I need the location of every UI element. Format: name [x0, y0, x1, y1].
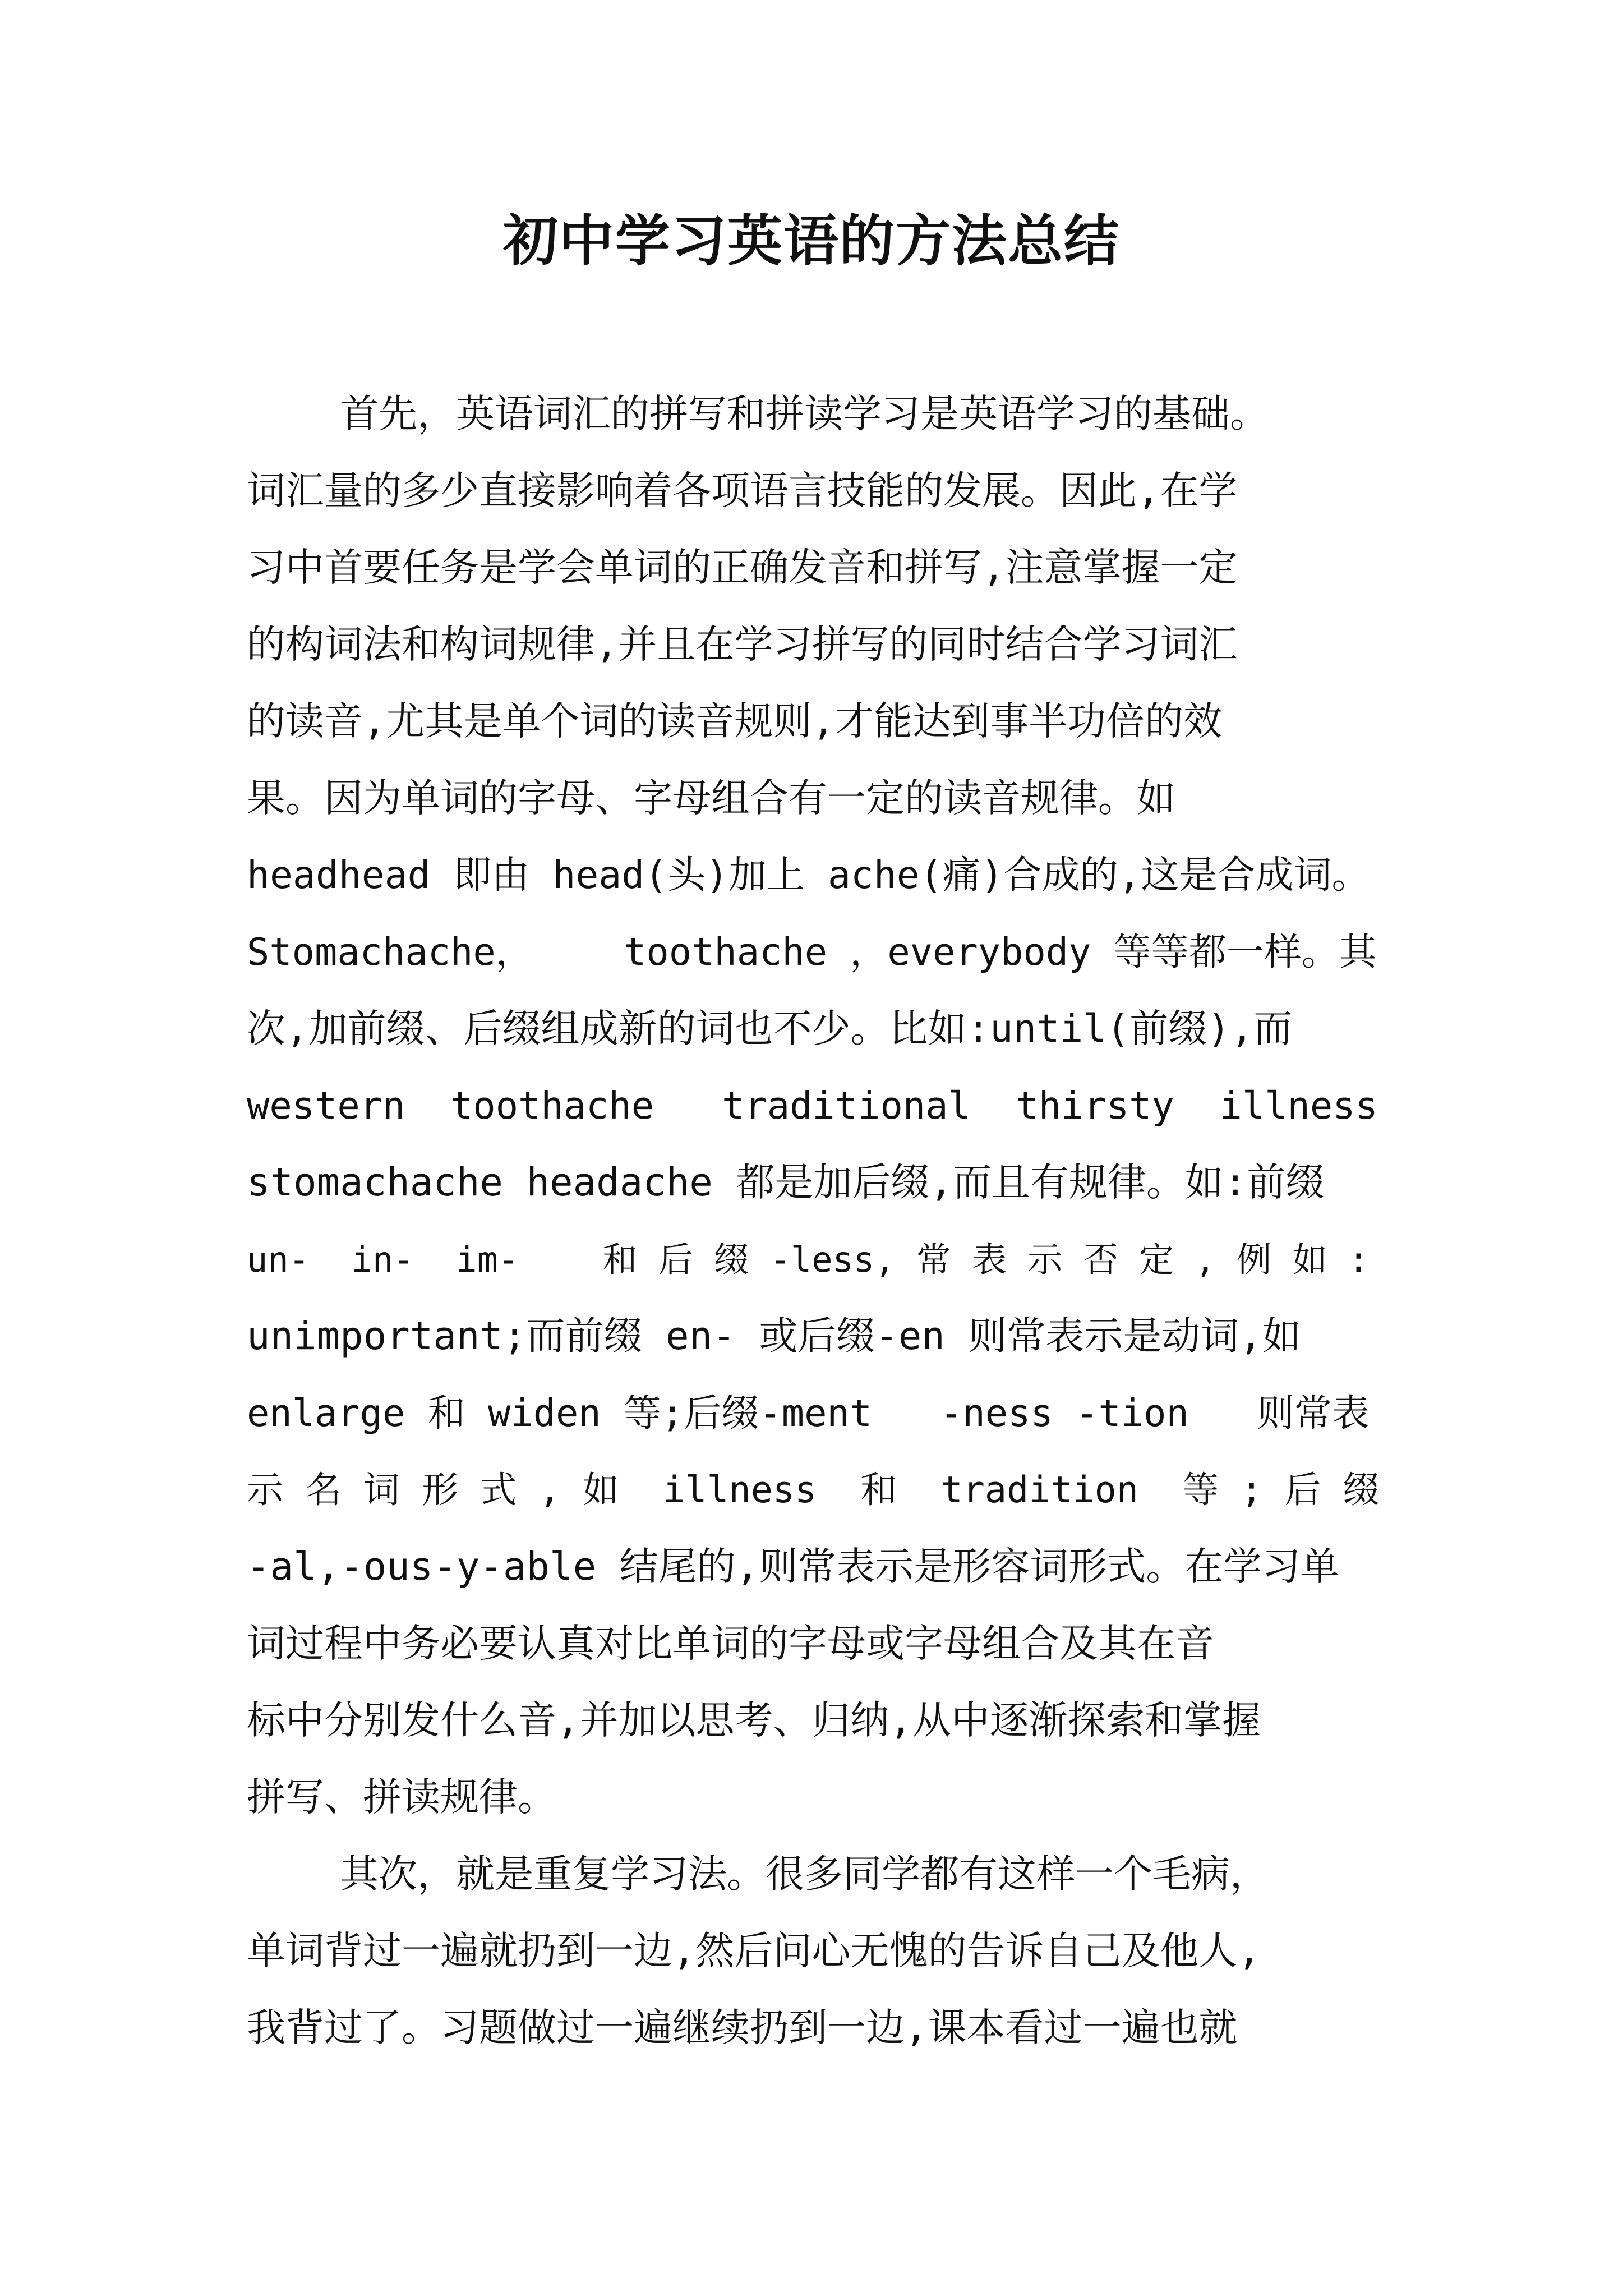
- text-line: headhead 即由 head(头)加上 ache(痛)合成的,这是合成词。: [247, 853, 1370, 898]
- paragraph-1: [247, 376, 1380, 1836]
- text-line: 果。因为单词的字母、字母组合有一定的读音规律。如: [247, 776, 1175, 821]
- text-line: 习中首要任务是学会单词的正确发音和拼写,注意掌握一定: [247, 545, 1238, 590]
- text-line: -al,-ous-y-able 结尾的,则常表示是形容词形式。在学习单: [247, 1544, 1340, 1589]
- text-line: enlarge 和 widen 等;后缀-ment -ness -tion 则常表: [247, 1391, 1370, 1435]
- text-line: Stomachache， toothache ，everybody 等等都一样。其: [247, 930, 1377, 974]
- text-line: 词汇量的多少直接影响着各项语言技能的发展。因此,在学: [247, 468, 1238, 513]
- paragraph-2: [247, 1836, 1380, 2067]
- text-line: 首先，英语词汇的拼写和拼读学习是英语学习的基础。: [340, 392, 1269, 436]
- text-line: 次,加前缀、后缀组成新的词也不少。比如:until(前缀),而: [247, 1006, 1293, 1051]
- text-line: unimportant;而前缀 en- 或后缀-en 则常表示是动词,如: [247, 1314, 1301, 1359]
- document-body: [247, 376, 1380, 2067]
- text-line: 我背过了。习题做过一遍继续扔到一边,课本看过一遍也就: [247, 2005, 1238, 2050]
- text-line: stomachache headache 都是加后缀,而且有规律。如:前缀: [247, 1160, 1325, 1205]
- text-line: un- in- im- 和 后 缀 -less, 常 表 示 否 定 , 例 如 :: [247, 1239, 1370, 1280]
- text-line: 标中分别发什么音,并加以思考、归纳,从中逐渐探索和掌握: [247, 1698, 1261, 1743]
- text-line: 词过程中务必要认真对比单词的字母或字母组合及其在音: [247, 1621, 1214, 1666]
- text-line: 的读音,尤其是单个词的读音规则,才能达到事半功倍的效: [247, 699, 1223, 744]
- text-line: 示 名 词 形 式 , 如 illness 和 tradition 等 ; 后 缀: [247, 1469, 1380, 1511]
- text-line: 的构词法和构词规律,并且在学习拼写的同时结合学习词汇: [247, 622, 1238, 667]
- text-line: western toothache traditional thirsty illness: [247, 1084, 1378, 1128]
- text-line: 单词背过一遍就扔到一边,然后问心无愧的告诉自己及他人,: [247, 1929, 1261, 1973]
- document-title: 初中学习英语的方法总结: [502, 209, 1120, 273]
- text-line: 其次，就是重复学习法。很多同学都有这样一个毛病，: [340, 1852, 1269, 1897]
- text-line: 拼写、拼读规律。: [247, 1775, 556, 1820]
